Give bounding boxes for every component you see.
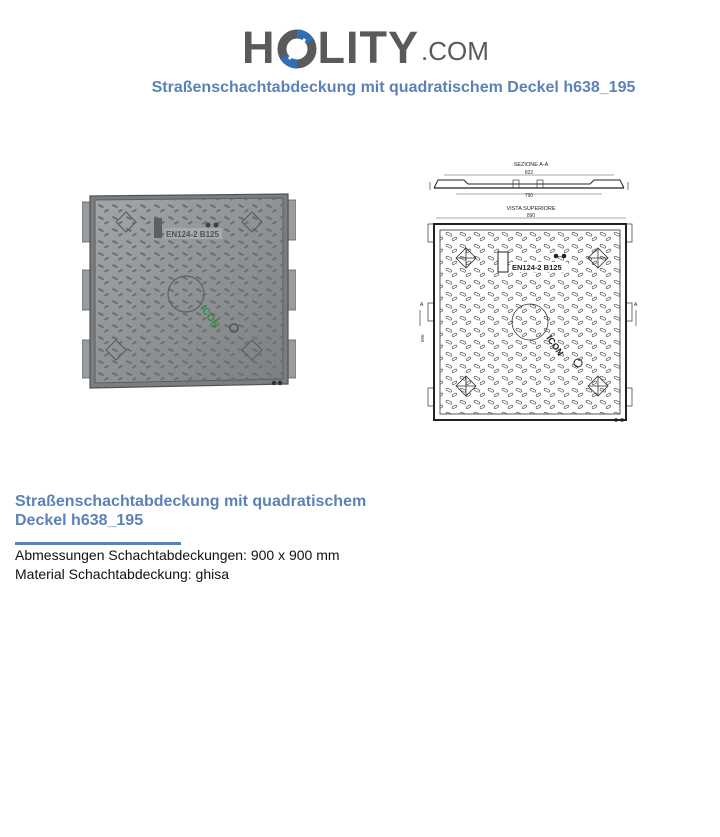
dimension-top: 822 bbox=[524, 170, 534, 176]
section-marker-right: A bbox=[634, 302, 638, 308]
page-title: Straßenschachtabdeckung mit quadratischem Deckel h638_195 bbox=[151, 79, 636, 96]
product-photo[interactable] bbox=[82, 190, 296, 392]
logo-letter-h: H bbox=[242, 22, 276, 73]
dimension-side: 890 bbox=[420, 334, 425, 342]
section-marker-left: A bbox=[420, 302, 424, 308]
photo-brand-label: ICON bbox=[197, 303, 221, 331]
photo-badge-label: EN124-2 B125 bbox=[166, 230, 219, 239]
drawing-brand-label: ICON bbox=[544, 333, 566, 358]
title-underline bbox=[15, 542, 181, 545]
technical-drawing[interactable] bbox=[416, 158, 642, 426]
logo-wordmark bbox=[242, 22, 419, 73]
dimension-mid: 790 bbox=[524, 193, 534, 199]
dimension-view: 890 bbox=[526, 213, 536, 219]
section-label: SEZIONE A-A bbox=[513, 162, 549, 168]
product-specs bbox=[15, 546, 340, 584]
product-title-line1: Straßenschachtabdeckung mit quadratischem bbox=[15, 493, 367, 510]
top-view-label: VISTA SUPERIORE bbox=[506, 206, 556, 212]
spec-dimensions: Abmessungen Schachtabdeckungen: 900 x 900 mm bbox=[15, 547, 340, 563]
logo-suffix: .COM bbox=[421, 36, 489, 66]
product-title-line2: Deckel h638_195 bbox=[15, 512, 144, 529]
site-logo[interactable] bbox=[242, 16, 489, 73]
product-title bbox=[15, 492, 395, 530]
logo-o-icon bbox=[277, 29, 317, 69]
logo-letters-lity: LITY bbox=[317, 22, 419, 73]
drawing-badge-label: EN124-2 B125 bbox=[512, 263, 562, 272]
spec-material: Material Schachtabdeckung: ghisa bbox=[15, 566, 230, 582]
